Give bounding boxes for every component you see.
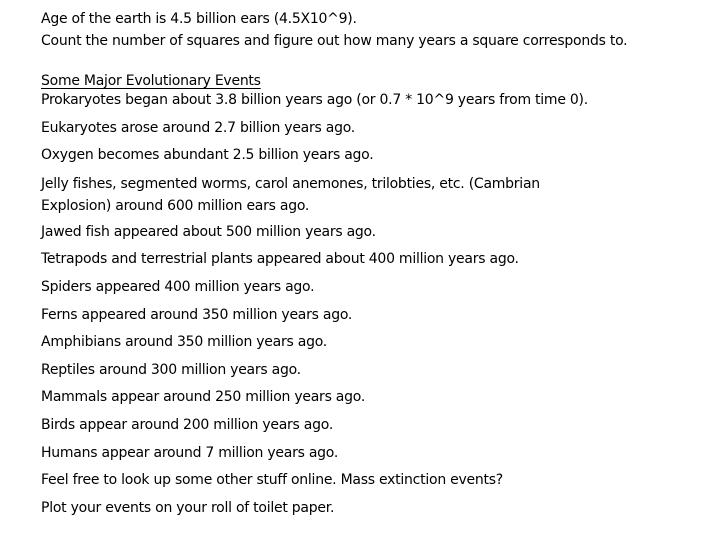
event-item-ferns: Ferns appeared around 350 million years ago. [41,306,353,323]
event-item-plot-events: Plot your events on your roll of toilet paper. [41,499,335,516]
events-list [41,90,588,525]
intro-text [41,8,627,52]
event-cambrian-line-2: Explosion) around 600 million ears ago. [41,197,310,214]
event-item-look-up: Feel free to look up some other stuff online. Mass extinction events? [41,472,503,489]
event-item-spiders: Spiders appeared 400 million years ago. [41,278,315,295]
intro-age-line: Age of the earth is 4.5 billion ears (4.5X10^9). [41,11,357,27]
event-item-cambrian [41,173,588,222]
event-item-eukaryotes: Eukaryotes arose around 2.7 billion years ago. [41,119,355,136]
event-item-mammals: Mammals appear around 250 million years ago. [41,389,366,406]
event-item-humans: Humans appear around 7 million years ago. [41,444,339,461]
event-item-birds: Birds appear around 200 million years ago. [41,416,334,433]
event-item-prokaryotes: Prokaryotes began about 3.8 billion years ago (or 0.7 * 10^9 years from time 0). [41,92,588,108]
event-item-tetrapods: Tetrapods and terrestrial plants appeared about 400 million years ago. [41,251,519,268]
event-item-reptiles: Reptiles around 300 million years ago. [41,361,301,378]
event-cambrian-line-1: Jelly fishes, segmented worms, carol anemones, trilobties, etc. (Cambrian [41,175,540,192]
event-item-oxygen: Oxygen becomes abundant 2.5 billion years ago. [41,147,374,164]
event-item-jawed-fish: Jawed fish appeared about 500 million years ago. [41,223,376,240]
event-item-amphibians: Amphibians around 350 million years ago. [41,334,327,351]
intro-instruction-line: Count the number of squares and figure out how many years a square corresponds to. [41,33,628,49]
section-title: Some Major Evolutionary Events [41,73,261,89]
